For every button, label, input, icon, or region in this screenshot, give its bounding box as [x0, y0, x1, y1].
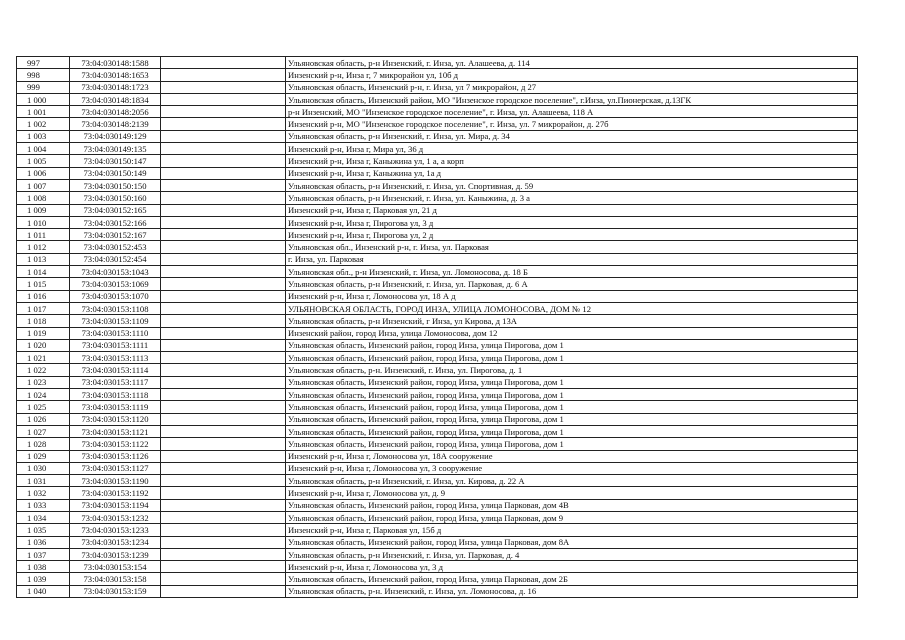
table-row [17, 425, 858, 437]
table-row [17, 118, 858, 130]
empty-cell [161, 425, 286, 437]
row-number-cell: 1 008 [17, 192, 70, 204]
address-cell: Ульяновская область, Инзенский район, город Инза, улица Пирогова, дом 1 [286, 401, 858, 413]
row-number-cell: 1 003 [17, 130, 70, 142]
cadastral-number-cell: 73:04:030153:1233 [70, 524, 161, 536]
cadastral-number-cell: 73:04:030150:149 [70, 167, 161, 179]
row-number-cell: 1 022 [17, 364, 70, 376]
address-cell: Инзенский р-н, Инза г, Парковая ул, 15б д [286, 524, 858, 536]
address-cell: УЛЬЯНОВСКАЯ ОБЛАСТЬ, ГОРОД ИНЗА, УЛИЦА ЛОМОНОСОВА, ДОМ № 12 [286, 302, 858, 314]
row-number-cell: 1 034 [17, 511, 70, 523]
cadastral-number-cell: 73:04:030153:1121 [70, 425, 161, 437]
row-number-cell: 1 019 [17, 327, 70, 339]
cadastral-number-cell: 73:04:030153:1108 [70, 302, 161, 314]
cadastral-number-cell: 73:04:030153:1119 [70, 401, 161, 413]
cadastral-number-cell: 73:04:030153:158 [70, 573, 161, 585]
table-row [17, 364, 858, 376]
address-cell: Ульяновская область, р-н Инзенский, г. Инза, ул. Алашеева, д. 114 [286, 57, 858, 69]
table-row [17, 192, 858, 204]
row-number-cell: 1 001 [17, 106, 70, 118]
address-cell: Ульяновская область, Инзенский район, город Инза, улица Пирогова, дом 1 [286, 376, 858, 388]
cadastral-number-cell: 73:04:030153:1111 [70, 339, 161, 351]
empty-cell [161, 536, 286, 548]
cadastral-number-cell: 73:04:030150:150 [70, 179, 161, 191]
empty-cell [161, 118, 286, 130]
row-number-cell: 1 032 [17, 487, 70, 499]
row-number-cell: 1 012 [17, 241, 70, 253]
table-row [17, 487, 858, 499]
row-number-cell: 1 031 [17, 475, 70, 487]
table-row [17, 548, 858, 560]
row-number-cell: 1 017 [17, 302, 70, 314]
table-row [17, 69, 858, 81]
row-number-cell: 1 009 [17, 204, 70, 216]
empty-cell [161, 192, 286, 204]
address-cell: Ульяновская область, Инзенский район, город Инза, улица Пирогова, дом 1 [286, 413, 858, 425]
cadastral-number-cell: 73:04:030153:1120 [70, 413, 161, 425]
cadastral-number-cell: 73:04:030153:1109 [70, 315, 161, 327]
cadastral-number-cell: 73:04:030153:1043 [70, 266, 161, 278]
table-row [17, 327, 858, 339]
address-cell: Инзенский р-н, Инза г, Пирогова ул, 2 д [286, 229, 858, 241]
cadastral-number-cell: 73:04:030153:1122 [70, 438, 161, 450]
cadastral-number-cell: 73:04:030148:2056 [70, 106, 161, 118]
table-row [17, 475, 858, 487]
empty-cell [161, 438, 286, 450]
cadastral-number-cell: 73:04:030148:1723 [70, 81, 161, 93]
table-row [17, 401, 858, 413]
cadastral-number-cell: 73:04:030153:1239 [70, 548, 161, 560]
cadastral-number-cell: 73:04:030152:165 [70, 204, 161, 216]
address-cell: Ульяновская область, р-н Инзенский, г. Инза, ул. Каныжина, д. 3 а [286, 192, 858, 204]
table-row [17, 389, 858, 401]
cadastral-number-cell: 73:04:030153:1234 [70, 536, 161, 548]
empty-cell [161, 302, 286, 314]
table-row [17, 179, 858, 191]
table-row [17, 352, 858, 364]
row-number-cell: 1 040 [17, 585, 70, 597]
address-cell: Ульяновская область, Инзенский район, город Инза, улица Парковая, дом 4В [286, 499, 858, 511]
address-cell: Ульяновская область, р-н Инзенский, г. Инза, ул. Спортивная, д. 59 [286, 179, 858, 191]
address-cell: Ульяновская область, Инзенский район, МО "Инзенское городское поселение", г.Инза, ул.Пионерская, д.13ГК [286, 93, 858, 105]
empty-cell [161, 364, 286, 376]
empty-cell [161, 561, 286, 573]
table-row [17, 315, 858, 327]
address-cell: Ульяновская обл., Инзенский р-н, г. Инза, ул. Парковая [286, 241, 858, 253]
empty-cell [161, 524, 286, 536]
row-number-cell: 1 007 [17, 179, 70, 191]
row-number-cell: 1 005 [17, 155, 70, 167]
row-number-cell: 1 011 [17, 229, 70, 241]
cadastral-number-cell: 73:04:030153:1127 [70, 462, 161, 474]
cadastral-number-cell: 73:04:030153:1232 [70, 511, 161, 523]
row-number-cell: 1 014 [17, 266, 70, 278]
address-cell: Ульяновская область, Инзенский район, город Инза, улица Пирогова, дом 1 [286, 352, 858, 364]
cadastral-number-cell: 73:04:030153:159 [70, 585, 161, 597]
address-cell: Ульяновская область, Инзенский район, город Инза, улица Пирогова, дом 1 [286, 339, 858, 351]
row-number-cell: 1 039 [17, 573, 70, 585]
row-number-cell: 998 [17, 69, 70, 81]
table-row [17, 290, 858, 302]
cadastral-number-cell: 73:04:030148:1653 [70, 69, 161, 81]
row-number-cell: 1 006 [17, 167, 70, 179]
table-row [17, 81, 858, 93]
row-number-cell: 1 027 [17, 425, 70, 437]
empty-cell [161, 216, 286, 228]
empty-cell [161, 290, 286, 302]
address-cell: Инзенский р-н, Инза г, Мира ул, 36 д [286, 143, 858, 155]
table-row [17, 499, 858, 511]
table-row [17, 511, 858, 523]
empty-cell [161, 266, 286, 278]
property-registry-table [16, 56, 858, 598]
row-number-cell: 1 010 [17, 216, 70, 228]
empty-cell [161, 229, 286, 241]
empty-cell [161, 475, 286, 487]
address-cell: Инзенский р-н, Инза г, Пирогова ул, 3 д [286, 216, 858, 228]
table-row [17, 130, 858, 142]
table-row [17, 143, 858, 155]
address-cell: Инзенский р-н, Инза г, Ломоносова ул, 3 д [286, 561, 858, 573]
row-number-cell: 1 002 [17, 118, 70, 130]
cadastral-number-cell: 73:04:030153:1194 [70, 499, 161, 511]
table-row [17, 106, 858, 118]
empty-cell [161, 450, 286, 462]
table-row [17, 253, 858, 265]
empty-cell [161, 573, 286, 585]
address-cell: Инзенский р-н, Инза г, Ломоносова ул, д. 9 [286, 487, 858, 499]
empty-cell [161, 167, 286, 179]
cadastral-number-cell: 73:04:030153:1118 [70, 389, 161, 401]
table-row [17, 167, 858, 179]
empty-cell [161, 413, 286, 425]
cadastral-number-cell: 73:04:030153:1113 [70, 352, 161, 364]
row-number-cell: 1 025 [17, 401, 70, 413]
empty-cell [161, 327, 286, 339]
table-row [17, 241, 858, 253]
cadastral-number-cell: 73:04:030149:129 [70, 130, 161, 142]
address-cell: Ульяновская область, р-н Инзенский, г Инза, ул Кирова, д 13А [286, 315, 858, 327]
address-cell: р-н Инзенский, МО "Инзенское городское поселение", г. Инза, ул. Алашеева, 118 А [286, 106, 858, 118]
table-row [17, 57, 858, 69]
table-row [17, 462, 858, 474]
empty-cell [161, 401, 286, 413]
empty-cell [161, 339, 286, 351]
table-row [17, 438, 858, 450]
address-cell: Ульяновская область, р-н. Инзенский, г. Инза, ул. Ломоносова, д. 16 [286, 585, 858, 597]
empty-cell [161, 69, 286, 81]
table-row [17, 376, 858, 388]
empty-cell [161, 499, 286, 511]
row-number-cell: 1 000 [17, 93, 70, 105]
address-cell: Инзенский р-н, Инза г, Каныжина ул, 1а д [286, 167, 858, 179]
address-cell: Ульяновская область, р-н. Инзенский, г. Инза, ул. Пирогова, д. 1 [286, 364, 858, 376]
table-row [17, 339, 858, 351]
empty-cell [161, 81, 286, 93]
row-number-cell: 1 036 [17, 536, 70, 548]
address-cell: Ульяновская область, Инзенский район, город Инза, улица Пирогова, дом 1 [286, 425, 858, 437]
row-number-cell: 1 024 [17, 389, 70, 401]
cadastral-number-cell: 73:04:030153:1126 [70, 450, 161, 462]
address-cell: Ульяновская область, р-н Инзенский, г. Инза, ул. Парковая, д. 6 А [286, 278, 858, 290]
empty-cell [161, 204, 286, 216]
address-cell: Инзенский р-н, Инза г, Ломоносова ул, 18А сооружение [286, 450, 858, 462]
address-cell: Ульяновская область, р-н Инзенский, г. Инза, ул. Парковая, д. 4 [286, 548, 858, 560]
address-cell: Ульяновская область, Инзенский район, город Инза, улица Парковая, дом 9 [286, 511, 858, 523]
row-number-cell: 1 021 [17, 352, 70, 364]
address-cell: Инзенский р-н, МО "Инзенское городское поселение", г. Инза, ул. 7 микрорайон, д. 27б [286, 118, 858, 130]
empty-cell [161, 585, 286, 597]
empty-cell [161, 93, 286, 105]
cadastral-number-cell: 73:04:030153:1192 [70, 487, 161, 499]
table-row [17, 561, 858, 573]
address-cell: Инзенский р-н, Инза г, Каныжина ул, 1 а, а корп [286, 155, 858, 167]
cadastral-number-cell: 73:04:030153:1117 [70, 376, 161, 388]
cadastral-number-cell: 73:04:030153:1110 [70, 327, 161, 339]
cadastral-number-cell: 73:04:030150:160 [70, 192, 161, 204]
cadastral-number-cell: 73:04:030153:1190 [70, 475, 161, 487]
row-number-cell: 1 037 [17, 548, 70, 560]
cadastral-number-cell: 73:04:030148:2139 [70, 118, 161, 130]
row-number-cell: 1 018 [17, 315, 70, 327]
row-number-cell: 1 029 [17, 450, 70, 462]
row-number-cell: 1 020 [17, 339, 70, 351]
empty-cell [161, 155, 286, 167]
cadastral-number-cell: 73:04:030152:453 [70, 241, 161, 253]
table-body [17, 57, 858, 598]
address-cell: Ульяновская область, р-н Инзенский, г. Инза, ул. Мира, д. 34 [286, 130, 858, 142]
cadastral-number-cell: 73:04:030153:1069 [70, 278, 161, 290]
table-row [17, 536, 858, 548]
cadastral-number-cell: 73:04:030153:1070 [70, 290, 161, 302]
row-number-cell: 1 038 [17, 561, 70, 573]
empty-cell [161, 241, 286, 253]
table-row [17, 450, 858, 462]
empty-cell [161, 389, 286, 401]
address-cell: Ульяновская область, р-н Инзенский, г. Инза, ул. Кирова, д. 22 А [286, 475, 858, 487]
address-cell: Инзенский р-н, Инза г, 7 микрорайон ул, 10б д [286, 69, 858, 81]
table-row [17, 278, 858, 290]
address-cell: Инзенский р-н, Инза г, Ломоносова ул, 3 сооружение [286, 462, 858, 474]
empty-cell [161, 179, 286, 191]
table-row [17, 204, 858, 216]
cadastral-number-cell: 73:04:030152:167 [70, 229, 161, 241]
empty-cell [161, 376, 286, 388]
empty-cell [161, 511, 286, 523]
address-cell: Инзенский р-н, Инза г, Парковая ул, 21 д [286, 204, 858, 216]
row-number-cell: 1 033 [17, 499, 70, 511]
row-number-cell: 1 015 [17, 278, 70, 290]
row-number-cell: 1 035 [17, 524, 70, 536]
table-row [17, 302, 858, 314]
cadastral-number-cell: 73:04:030153:1114 [70, 364, 161, 376]
empty-cell [161, 106, 286, 118]
address-cell: Ульяновская область, Инзенский район, город Инза, улица Пирогова, дом 1 [286, 438, 858, 450]
table-row [17, 229, 858, 241]
table-row [17, 155, 858, 167]
address-cell: Ульяновская область, Инзенский район, город Инза, улица Пирогова, дом 1 [286, 389, 858, 401]
address-cell: Ульяновская область, Инзенский район, город Инза, улица Парковая, дом 2Б [286, 573, 858, 585]
cadastral-number-cell: 73:04:030153:154 [70, 561, 161, 573]
address-cell: Инзенский р-н, Инза г, Ломоносова ул, 18 А д [286, 290, 858, 302]
cadastral-number-cell: 73:04:030152:166 [70, 216, 161, 228]
cadastral-number-cell: 73:04:030149:135 [70, 143, 161, 155]
table-row [17, 573, 858, 585]
row-number-cell: 997 [17, 57, 70, 69]
row-number-cell: 1 016 [17, 290, 70, 302]
cadastral-number-cell: 73:04:030152:454 [70, 253, 161, 265]
row-number-cell: 1 013 [17, 253, 70, 265]
address-cell: г. Инза, ул. Парковая [286, 253, 858, 265]
row-number-cell: 1 023 [17, 376, 70, 388]
cadastral-number-cell: 73:04:030150:147 [70, 155, 161, 167]
empty-cell [161, 462, 286, 474]
table-row [17, 524, 858, 536]
table-row [17, 585, 858, 597]
empty-cell [161, 143, 286, 155]
address-cell: Ульяновская область, Инзенский район, город Инза, улица Парковая, дом 8А [286, 536, 858, 548]
empty-cell [161, 130, 286, 142]
empty-cell [161, 315, 286, 327]
cadastral-number-cell: 73:04:030148:1588 [70, 57, 161, 69]
row-number-cell: 1 030 [17, 462, 70, 474]
empty-cell [161, 57, 286, 69]
empty-cell [161, 253, 286, 265]
empty-cell [161, 352, 286, 364]
row-number-cell: 999 [17, 81, 70, 93]
empty-cell [161, 487, 286, 499]
table-row [17, 413, 858, 425]
empty-cell [161, 548, 286, 560]
row-number-cell: 1 026 [17, 413, 70, 425]
table-row [17, 93, 858, 105]
address-cell: Ульяновская обл., р-н Инзенский, г. Инза, ул. Ломоносова, д. 18 Б [286, 266, 858, 278]
address-cell: Ульяновская область, Инзенский р-н, г. Инза, ул 7 микрорайон, д 27 [286, 81, 858, 93]
row-number-cell: 1 028 [17, 438, 70, 450]
row-number-cell: 1 004 [17, 143, 70, 155]
table-row [17, 266, 858, 278]
empty-cell [161, 278, 286, 290]
address-cell: Инзенский район, город Инза, улица Ломоносова, дом 12 [286, 327, 858, 339]
cadastral-number-cell: 73:04:030148:1834 [70, 93, 161, 105]
table-row [17, 216, 858, 228]
